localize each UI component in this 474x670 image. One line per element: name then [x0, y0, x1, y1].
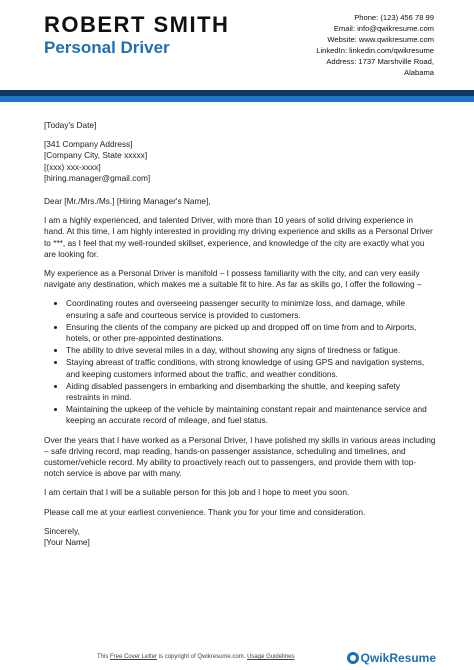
closing: Sincerely,: [44, 525, 80, 536]
recipient-line-2: [Company City, State xxxxx]: [44, 150, 148, 161]
footer-copyright: [97, 654, 294, 660]
skills-list: [44, 298, 436, 426]
paragraph-hope: I am certain that I will be a suitable person for this job and I hope to meet you soon.: [44, 487, 350, 498]
contact-website[interactable]: Website: www.qwikresume.com: [327, 35, 434, 44]
job-title: Personal Driver: [44, 38, 170, 57]
header-band-blue: [0, 96, 474, 102]
list-item: • Aiding disabled passengers in embarking and disembarking the shuttle, and keeping safety restraints in mind.: [66, 381, 436, 403]
paragraph-skills-summary: Over the years that I have worked as a Personal Driver, I have polished my skills in various areas including – safe driving record, map reading, hands-on passenger assistance, scheduling and timelines, and customer/vehicle record. My ability to proactively reach out to passengers, and provide them with top-notch service is above par with many.: [44, 434, 436, 479]
recipient-line-3: [(xxx) xxx-xxxx]: [44, 161, 101, 172]
list-item: • Maintaining the upkeep of the vehicle by maintaining constant repair and maintenance service and keeping an accurate record of mileage, and fuel status.: [66, 404, 436, 426]
signature-block: [44, 526, 436, 548]
logo-text-qwik: Qwik: [360, 651, 390, 665]
qwikresume-logo[interactable]: [347, 651, 436, 665]
signature-name: [Your Name]: [44, 537, 90, 548]
contact-address-line1: Address: 1737 Marshville Road,: [326, 57, 434, 66]
salutation: Dear [Mr./Mrs./Ms.] [Hiring Manager's Name],: [44, 196, 211, 207]
recipient-line-4: [hiring.manager@gmail.com]: [44, 172, 151, 183]
list-item: • Coordinating routes and overseeing passenger security to minimize loss, and damage, while ensuring a safe and courteous service is provided to customers.: [66, 298, 436, 320]
logo-icon: [347, 652, 359, 664]
list-item: • Staying abreast of traffic conditions, with strong knowledge of using GPS and navigation systems, and keeping customers informed about the traffic, and weather conditions.: [66, 357, 436, 379]
contact-email[interactable]: Email: info@qwikresume.com: [333, 24, 434, 33]
recipient-address: [44, 139, 436, 184]
letter-date: [Today's Date]: [44, 120, 97, 130]
contact-address-line2: Alabama: [404, 68, 434, 77]
footer-middle: is copyright of Qwikresume.com.: [157, 654, 248, 660]
paragraph-intro: I am a highly experienced, and talented Driver, with more than 10 years of solid driving experience in hand. At this time, I am highly interested in providing my driving experience and skills as a Personal Driver to ***, as I feel that my well-rounded skillset, experience, and knowledge of the city are exactly what you are looking for.: [44, 215, 433, 259]
letterhead: [0, 0, 474, 90]
recipient-line-1: [341 Company Address]: [44, 139, 133, 150]
contact-phone: Phone: (123) 456 78 99: [354, 13, 434, 22]
footer-prefix: This: [97, 654, 111, 660]
list-item: • The ability to drive several miles in a day, without showing any signs of tiredness or fatigue.: [66, 345, 436, 356]
list-item: • Ensuring the clients of the company are picked up and dropped off on time from and to Airports, hotels, or other pre-appointed destinations.: [66, 322, 436, 344]
free-cover-letter-link[interactable]: Free Cover Letter: [110, 654, 158, 660]
paragraph-closing-request: Please call me at your earliest convenience. Thank you for your time and consideration.: [44, 506, 366, 517]
footer: [0, 648, 474, 670]
logo-text-resume: Resume: [389, 651, 436, 665]
letter-body: [44, 120, 436, 548]
usage-guidelines-link[interactable]: Usage Guidelines: [247, 654, 295, 660]
contact-linkedin[interactable]: LinkedIn: linkedin.com/qwikresume: [316, 46, 434, 55]
paragraph-experience: My experience as a Personal Driver is manifold – I possess familiarity with the city, and can very easily navigate any destination, which makes me a suitable fit to hire. As far as skills go, I offer the following –: [44, 268, 422, 290]
applicant-name: ROBERT SMITH: [44, 12, 230, 37]
contact-block: [234, 12, 434, 78]
